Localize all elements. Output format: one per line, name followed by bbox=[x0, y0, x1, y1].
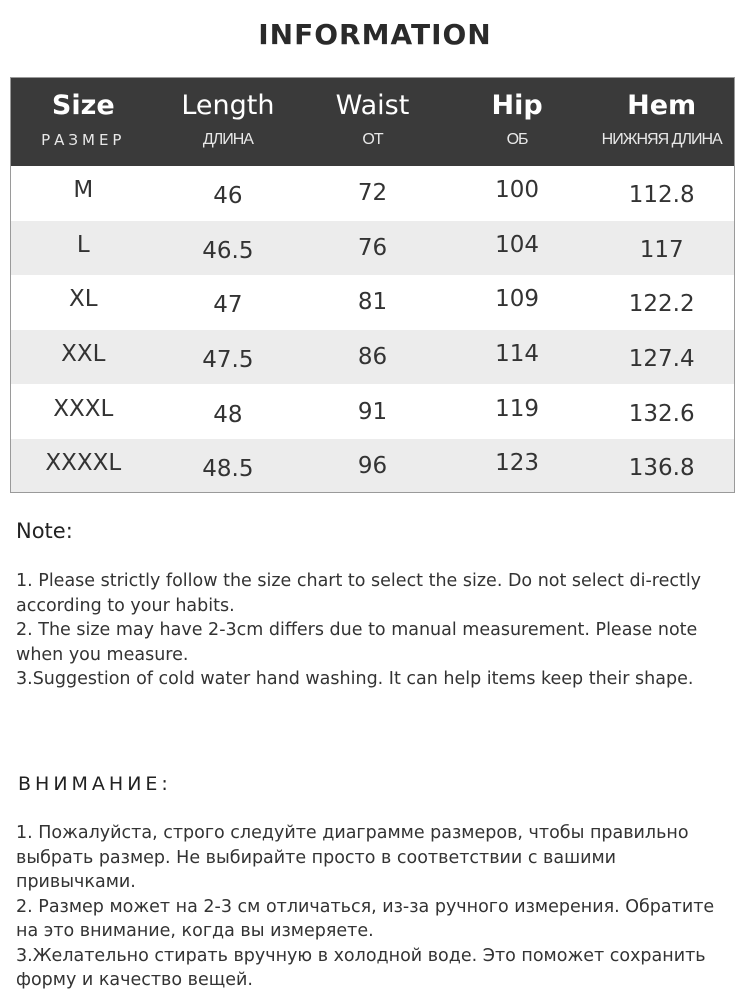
note-heading: Note: bbox=[16, 519, 73, 543]
cell-waist: 72 bbox=[357, 180, 388, 207]
ru-note-heading: ВНИМАНИЕ: bbox=[18, 773, 172, 795]
cell-hip: 100 bbox=[495, 177, 540, 204]
header-label: Length bbox=[181, 90, 275, 121]
cell-waist: 91 bbox=[357, 398, 388, 425]
table-row bbox=[11, 330, 734, 385]
cell-size: XXXXL bbox=[45, 450, 122, 477]
header-sublabel: ОТ bbox=[362, 131, 383, 148]
table-header bbox=[11, 78, 734, 166]
ru-note-item: 1. Пожалуйста, строго следуйте диаграмме размеров, чтобы правильно выбрать размер. Не выбирайте просто в соответствии с вашими привычками. bbox=[16, 823, 689, 892]
header-hem bbox=[589, 78, 734, 166]
table-row bbox=[11, 221, 734, 276]
table-row bbox=[11, 166, 734, 221]
cell-size: XXL bbox=[61, 341, 106, 368]
cell-hem: 112.8 bbox=[628, 182, 695, 209]
cell-size: L bbox=[76, 231, 90, 258]
table-row bbox=[11, 275, 734, 330]
cell-length: 48 bbox=[213, 401, 243, 428]
cell-length: 47.5 bbox=[202, 347, 254, 374]
table-body bbox=[11, 166, 734, 493]
header-sublabel: ДЛИНА bbox=[202, 131, 253, 148]
cell-hem: 122.2 bbox=[628, 291, 695, 318]
cell-hem: 136.8 bbox=[628, 455, 695, 482]
cell-size: M bbox=[73, 177, 94, 204]
header-label: Hip bbox=[491, 90, 543, 121]
cell-hip: 119 bbox=[495, 395, 540, 422]
cell-length: 46.5 bbox=[202, 237, 254, 264]
cell-waist: 81 bbox=[357, 289, 388, 316]
cell-waist: 86 bbox=[357, 344, 388, 371]
note-list bbox=[16, 569, 716, 692]
table-row bbox=[11, 384, 734, 439]
note-item: 1. Please strictly follow the size chart to select the size. Do not select di-rectly according to your habits. bbox=[16, 571, 702, 616]
header-sublabel: РАЗМЕР bbox=[41, 131, 126, 149]
header-label: Hem bbox=[627, 90, 697, 121]
ru-note-item: 2. Размер может на 2-3 см отличаться, из-за ручного измерения. Обратите на это внимание, когда вы измеряете. bbox=[16, 896, 715, 941]
cell-size: XXXL bbox=[53, 395, 114, 422]
cell-waist: 96 bbox=[357, 453, 388, 480]
header-label: Waist bbox=[335, 90, 410, 121]
header-hip bbox=[445, 78, 590, 166]
cell-hip: 109 bbox=[495, 286, 540, 313]
header-length bbox=[156, 78, 301, 166]
header-label: Size bbox=[51, 90, 115, 121]
page-title: INFORMATION bbox=[258, 18, 492, 51]
ru-note-item: 3.Желательно стирать вручную в холодной воде. Это поможет сохранить форму и качество вещей. bbox=[16, 945, 706, 990]
cell-length: 46 bbox=[213, 183, 243, 210]
cell-waist: 76 bbox=[357, 234, 388, 261]
cell-size: XL bbox=[69, 286, 98, 313]
cell-length: 48.5 bbox=[202, 456, 254, 483]
cell-hip: 114 bbox=[495, 341, 540, 368]
cell-length: 47 bbox=[213, 292, 243, 319]
cell-hip: 123 bbox=[495, 450, 540, 477]
cell-hem: 132.6 bbox=[628, 400, 695, 427]
cell-hem: 117 bbox=[639, 236, 684, 263]
header-sublabel: НИЖНЯЯ ДЛИНА bbox=[601, 131, 722, 148]
ru-note-list bbox=[16, 821, 716, 993]
size-chart-table bbox=[10, 77, 735, 493]
table-row bbox=[11, 439, 734, 493]
note-item: 2. The size may have 2-3cm differs due to manual measurement. Please note when you measure. bbox=[16, 620, 698, 665]
note-item: 3.Suggestion of cold water hand washing. It can help items keep their shape. bbox=[16, 669, 694, 689]
header-size bbox=[11, 78, 156, 166]
header-waist bbox=[300, 78, 445, 166]
header-sublabel: ОБ bbox=[506, 131, 528, 148]
cell-hem: 127.4 bbox=[628, 346, 695, 373]
cell-hip: 104 bbox=[495, 231, 540, 258]
